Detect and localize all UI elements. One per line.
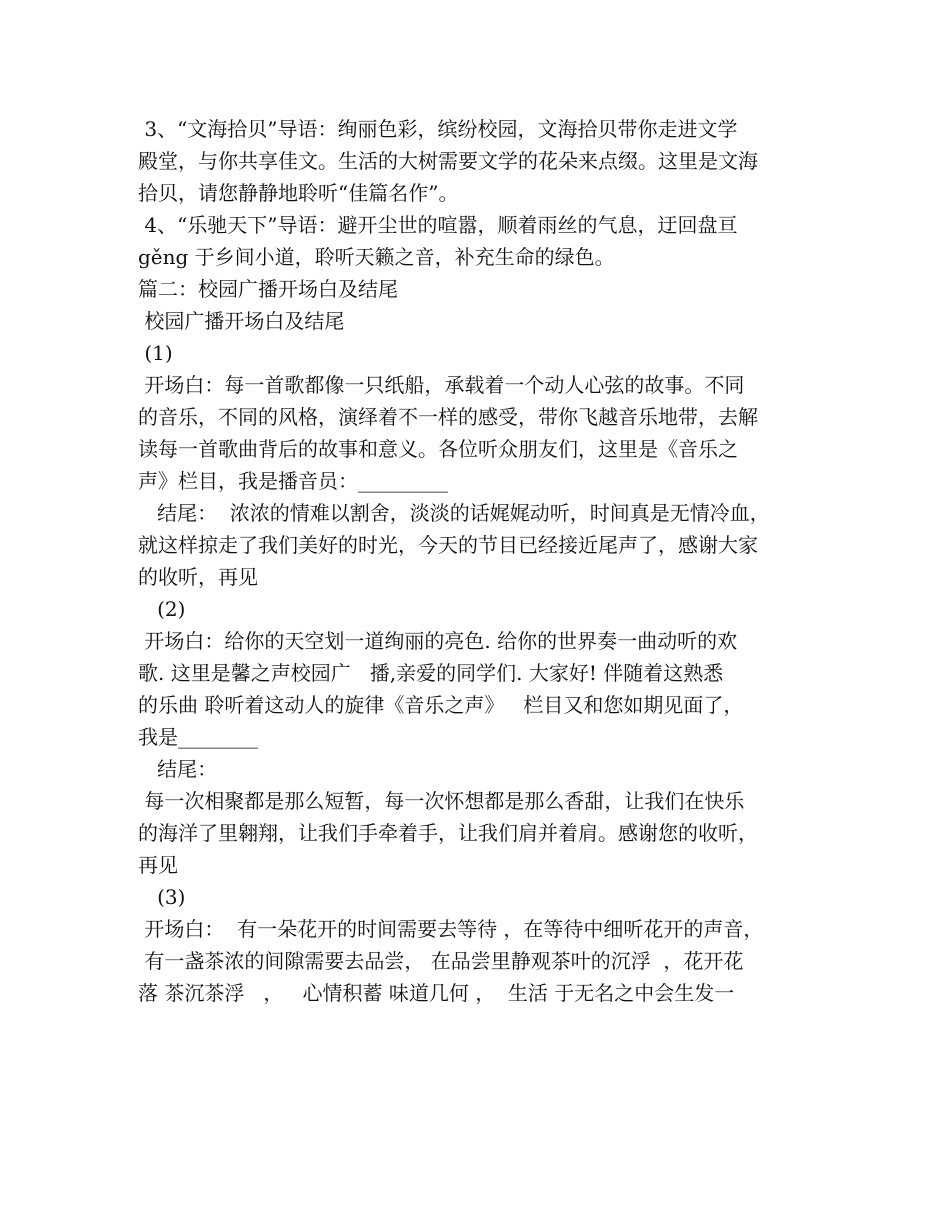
text-line: 再见 bbox=[138, 853, 178, 877]
text-line: gěng 于乡间小道，聆听天籁之音，补充生命的绿色。 bbox=[138, 245, 615, 269]
text-line: 每一次相聚都是那么短暂，每一次怀想都是那么香甜，让我们在快乐 bbox=[138, 789, 745, 813]
text-line: 的海洋了里翱翔，让我们手牵着手，让我们肩并着肩。感谢您的收听， bbox=[138, 821, 758, 845]
text-line: 读每一首歌曲背后的故事和意义。各位听众朋友们，这里是《音乐之 bbox=[138, 437, 738, 461]
text-line: 落 茶沉茶浮 ， 心情积蓄 味道几何 ， 生活 于无名之中会生发一 bbox=[138, 981, 735, 1005]
text-line: 的乐曲 聆听着这动人的旋律《音乐之声》 栏目又和您如期见面了， bbox=[138, 693, 744, 717]
text-line: 4、“乐驰天下”导语：避开尘世的喧嚣，顺着雨丝的气息，迂回盘亘 bbox=[138, 213, 738, 237]
text-line: 篇二：校园广播开场白及结尾 bbox=[138, 277, 398, 301]
text-line: 有一盏茶浓的间隙需要去品尝， 在品尝里静观茶叶的沉浮 ，花开花 bbox=[138, 949, 744, 973]
text-line: 我是________ bbox=[138, 725, 258, 749]
text-line: 3、“文海拾贝”导语：绚丽色彩，缤纷校园，文海拾贝带你走进文学 bbox=[138, 117, 738, 141]
document-body bbox=[138, 113, 818, 1009]
text-line: (2) bbox=[138, 597, 186, 621]
text-line: 结尾： 浓浓的情难以割舍，淡淡的话娓娓动听，时间真是无情冷血， bbox=[138, 501, 770, 525]
text-line: 校园广播开场白及结尾 bbox=[138, 309, 345, 333]
text-line: 就这样掠走了我们美好的时光，今天的节目已经接近尾声了，感谢大家 bbox=[138, 533, 758, 557]
text-line: 的音乐，不同的风格，演绎着不一样的感受，带你飞越音乐地带，去解 bbox=[138, 405, 758, 429]
text-line: 声》栏目，我是播音员：_________ bbox=[138, 469, 448, 493]
text-line: 开场白：每一首歌都像一只纸船，承载着一个动人心弦的故事。不同 bbox=[138, 373, 745, 397]
text-line: 开场白：给你的天空划一道绚丽的亮色. 给你的世界奏一曲动听的欢 bbox=[138, 629, 738, 653]
text-line: (3) bbox=[138, 885, 186, 909]
text-line: 结尾： bbox=[138, 757, 218, 781]
text-line: 歌. 这里是馨之声校园广 播,亲爱的同学们. 大家好! 伴随着这熟悉 bbox=[138, 661, 724, 685]
text-line: 拾贝，请您静静地聆听“佳篇名作”。 bbox=[138, 181, 459, 205]
text-line: 开场白： 有一朵花开的时间需要去等待 ，在等待中细听花开的声音， bbox=[138, 917, 764, 941]
text-line: 的收听，再见 bbox=[138, 565, 258, 589]
text-line: 殿堂，与你共享佳文。生活的大树需要文学的花朵来点缀。这里是文海 bbox=[138, 149, 758, 173]
text-line: (1) bbox=[138, 341, 173, 365]
